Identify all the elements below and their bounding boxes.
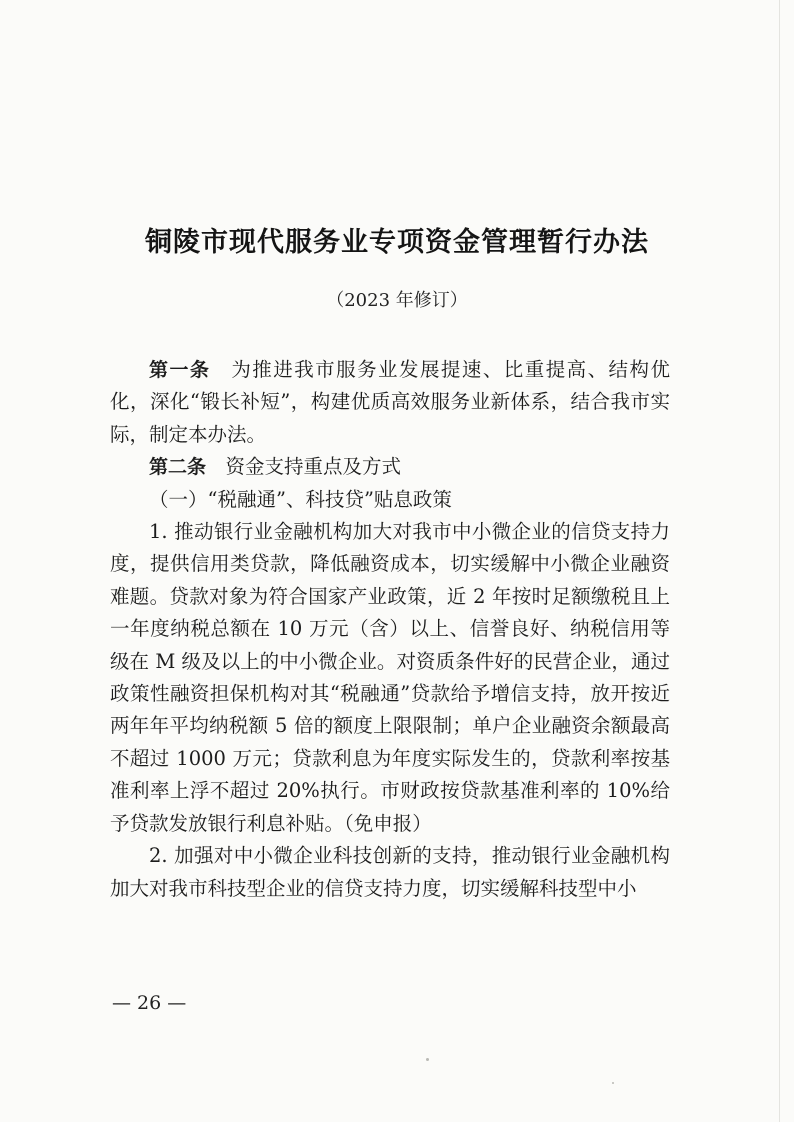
scan-speck [426, 1058, 429, 1061]
document-title: 铜陵市现代服务业专项资金管理暂行办法 [145, 227, 649, 258]
item-2-paragraph: 2. 加强对中小微企业科技创新的支持，推动银行业金融机构加大对我市科技型企业的信贷支持力度，切实缓解科技型中小 [110, 844, 670, 900]
article-2-text: 资金支持重点及方式 [206, 455, 402, 479]
section-1-heading: （一）“税融通”、科技贷”贴息政策 [149, 487, 452, 511]
article-1-paragraph [110, 354, 670, 451]
article-2-heading: 第二条 [149, 456, 207, 479]
item-1-paragraph: 1. 推动银行业金融机构加大对我市中小微企业的信贷支持力度，提供信用类贷款，降低融资成本，切实缓解中小微企业融资难题。贷款对象为符合国家产业政策，近 2 年按时足额缴税且上一年度纳税总额在 10 万元（含）以上、信誉良好、纳税信用等级在 M 级及以上的中小微企业。对资质条件好的民营企业，通过政策性融资担保机构对其“税融通”贷款给予增信支持，放开按近两年年平均纳税额 5 倍的额度上限限制；单户企业融资余额最高不超过 1000 万元；贷款利息为年度实际发生的，贷款利率按基准利率上浮不超过 20%执行。市财政按贷款基准利率的 10%给予贷款发放银行利息补贴。（免申报） [110, 520, 670, 835]
article-1-heading: 第一条 [149, 359, 211, 381]
article-1-text: 为推进我市服务业发展提速、比重提高、结构优化，深化“锻长补短”，构建优质高效服务业新体系，结合我市实际，制定本办法。 [110, 358, 670, 446]
page-number: — 26 — [112, 992, 187, 1014]
scan-speck [612, 1082, 614, 1084]
scan-edge-line [779, 0, 780, 1122]
article-2-paragraph [110, 451, 670, 483]
document-body [110, 354, 670, 905]
document-subtitle: （2023 年修订） [326, 290, 468, 311]
